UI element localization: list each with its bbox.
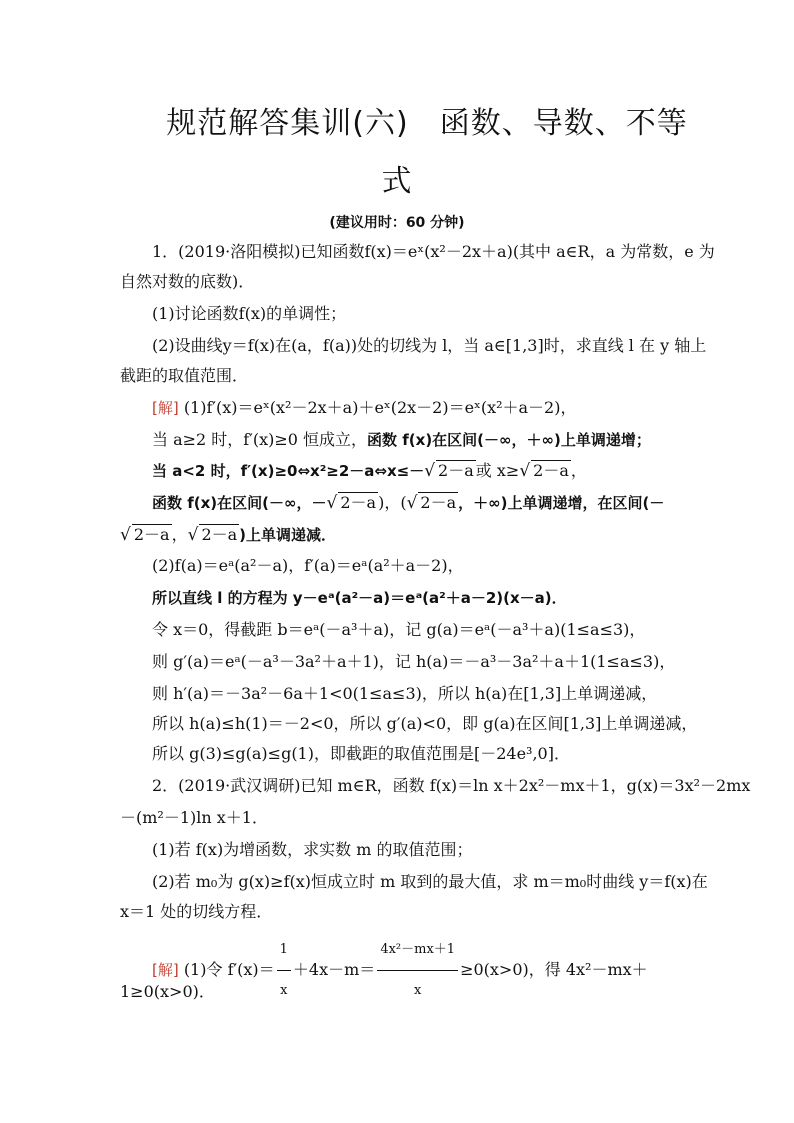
sqrt-icon: √ (187, 525, 199, 545)
monotonic-text-cont: ，＋∞)上单调递增，在区间(－ (458, 494, 665, 512)
fraction-numerator: 4x²－mx＋1 (377, 930, 458, 971)
case-a-ge-2: 当 a≥2 时，f′(x)≥0 恒成立， (152, 430, 368, 449)
solution-1-line-2 (152, 430, 651, 450)
solution-2-text: ≥0(x>0)，得 4x²－mx＋ (460, 960, 648, 979)
solution-1-line-5 (120, 524, 336, 545)
solution-2-line-1 (152, 930, 648, 1011)
solution-1-line-6: (2)f(a)＝eᵃ(a²－a)，f′(a)＝eᵃ(a²＋a－2)， (152, 556, 464, 575)
solution-1-line-8: 令 x＝0，得截距 b＝eᵃ(－a³＋a)，记 g(a)＝eᵃ(－a³＋a)(1≤a≤3)， (152, 620, 646, 639)
decreasing-text: )上单调递减． (239, 526, 337, 544)
solution-1-line-1 (152, 398, 576, 418)
sqrt-icon: √ (519, 461, 531, 481)
interval-sep: )，( (378, 493, 407, 512)
fraction (377, 930, 458, 1011)
page-title: 规范解答集训(六) 函数、导数、不等 (166, 106, 688, 141)
monotonic-text: 函数 f(x)在区间(－∞，－ (152, 494, 327, 512)
fraction-numerator: 1 (277, 930, 291, 971)
fraction-denominator: x (414, 983, 422, 998)
problem-2-statement: 2．(2019·武汉调研)已知 m∈R，函数 f(x)＝ln x＋2x²－mx＋1，g(x)＝3x²－2mx (152, 776, 751, 795)
time-hint: (建议用时：60 分钟) (329, 215, 465, 231)
solution-1-line-7: 所以直线 l 的方程为 y－eᵃ(a²－a)＝eᵃ(a²＋a－2)(x－a)． (152, 589, 567, 607)
problem-1-statement: 1．(2019·洛阳模拟)已知函数f(x)＝eˣ(x²－2x＋a)(其中 a∈R，a 为常数，e 为 (152, 242, 715, 261)
solution-tag: [解] (152, 961, 179, 979)
case-a-lt-2-or: 或 x≥ (475, 461, 520, 480)
radicand: 2－a (133, 525, 170, 544)
sqrt-icon: √ (120, 525, 131, 545)
solution-1-line-10: 则 h′(a)＝－3a²－6a＋1<0(1≤a≤3)，所以 h(a)在[1,3]上单调递减， (152, 684, 658, 703)
solution-2-text: (1)令 f′(x)＝ (183, 960, 275, 979)
fraction-denominator: x (280, 983, 288, 998)
solution-1-line-11: 所以 h(a)≤h(1)＝－2<0，所以 g′(a)<0，即 g(a)在区间[1,3]上单调递减， (152, 714, 698, 733)
problem-2-question-2: (2)若 m₀为 g(x)≥f(x)恒成立时 m 取到的最大值，求 m＝m₀时曲线 y＝f(x)在 (152, 872, 708, 891)
problem-2-question-1: (1)若 f(x)为增函数，求实数 m 的取值范围； (152, 840, 473, 859)
punct: ， (570, 461, 587, 480)
case-a-ge-2-conclusion: 函数 f(x)在区间(－∞，＋∞)上单调递增； (367, 431, 651, 449)
radicand: 2－a (533, 461, 569, 480)
problem-1-statement-cont: 自然对数的底数)． (120, 272, 255, 291)
solution-2-text: ＋4x－m＝ (292, 960, 376, 979)
problem-1-question-2-cont: 截距的取值范围． (120, 366, 249, 385)
solution-1-line-9: 则 g′(a)＝eᵃ(－a³－3a²＋a＋1)，记 h(a)＝－a³－3a²＋a＋1(1≤a≤3)， (152, 652, 676, 671)
solution-1-line-12: 所以 g(3)≤g(a)≤g(1)，即截距的取值范围是[－24e³,0]． (152, 744, 570, 763)
solution-1-derivative: (1)f′(x)＝eˣ(x²－2x＋a)＋eˣ(2x－2)＝eˣ(x²＋a－2)， (183, 398, 577, 417)
solution-tag: [解] (152, 399, 179, 417)
problem-2-question-2-cont: x＝1 处的切线方程． (120, 902, 273, 921)
radicand: 2－a (201, 525, 238, 544)
sqrt-icon: √ (326, 493, 338, 513)
radicand: 2－a (438, 461, 474, 480)
solution-1-line-4 (152, 492, 664, 513)
page-title-continued: 式 (381, 164, 413, 199)
case-a-lt-2: 当 a<2 时，f′(x)≥0⇔x²≥2－a⇔x≤－ (152, 462, 425, 480)
sqrt-icon: √ (424, 461, 436, 481)
radicand: 2－a (340, 493, 377, 512)
solution-2-line-2: 1≥0(x>0)． (120, 982, 215, 1001)
punct: ， (171, 525, 188, 544)
solution-1-line-3 (152, 460, 587, 481)
sqrt-icon: √ (406, 493, 418, 513)
problem-1-question-2: (2)设曲线y＝f(x)在(a，f(a))处的切线为 l，当 a∈[1,3]时，求直线 l 在 y 轴上 (152, 336, 707, 355)
fraction (277, 930, 291, 1011)
problem-1-question-1: (1)讨论函数f(x)的单调性； (152, 304, 347, 323)
radicand: 2－a (420, 493, 457, 512)
problem-2-statement-cont: －(m²－1)ln x＋1． (120, 808, 268, 827)
